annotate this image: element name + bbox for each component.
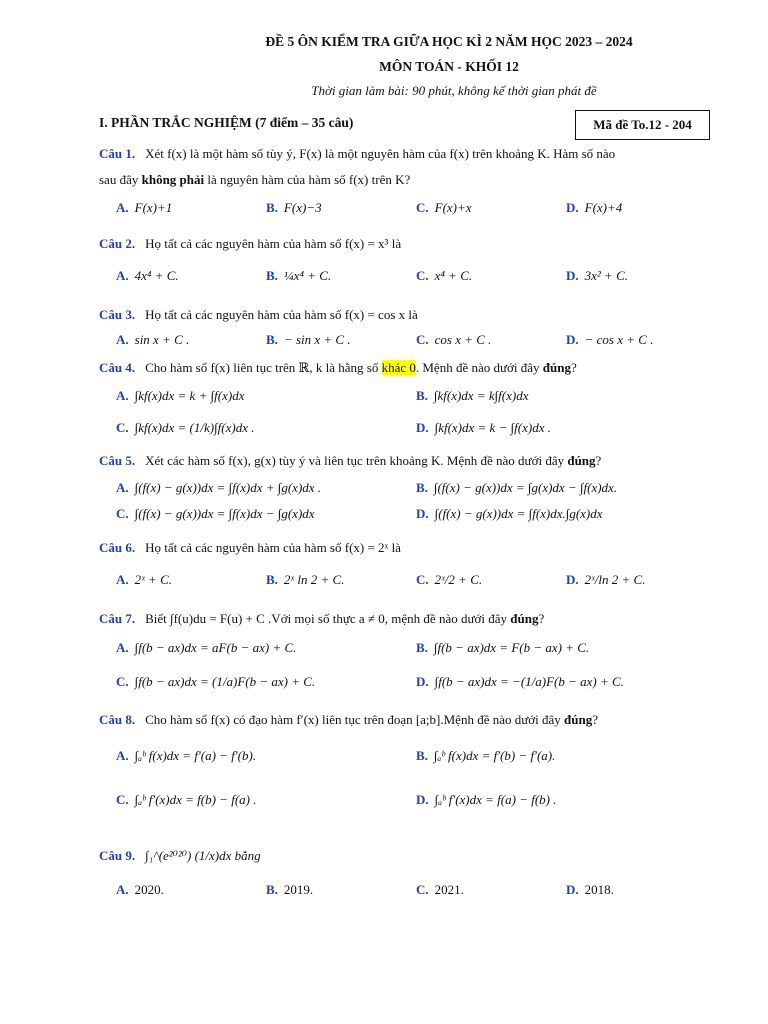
question-1-line2: sau đây không phải là nguyên hàm của hàm số f(x) trên K? [99, 172, 411, 187]
section-title: I. PHẦN TRẮC NGHIỆM (7 điểm – 35 câu) [99, 115, 354, 130]
q9-option-d[interactable]: D. 2018. [566, 882, 614, 897]
exam-title: ĐỀ 5 ÔN KIỂM TRA GIỮA HỌC KÌ 2 NĂM HỌC 2023 – 2024 [265, 34, 633, 49]
question-2: Câu 2. Họ tất cả các nguyên hàm của hàm số f(x) = x³ là [99, 236, 402, 251]
exam-time: Thời gian làm bài: 90 phút, không kể thời gian phát đề [311, 83, 597, 98]
q5-option-b[interactable]: B. ∫(f(x) − g(x))dx = ∫g(x)dx − ∫f(x)dx. [416, 480, 618, 495]
q8-option-a[interactable]: A. ∫ₐᵇ f(x)dx = f′(a) − f′(b). [116, 748, 257, 763]
q2-option-a[interactable]: A. 4x⁴ + C. [116, 268, 179, 283]
q6-option-b[interactable]: B. 2ˣ ln 2 + C. [266, 572, 345, 587]
q4-option-c[interactable]: C. ∫kf(x)dx = (1/k)∫f(x)dx . [116, 420, 255, 435]
q4-option-d[interactable]: D. ∫kf(x)dx = k − ∫f(x)dx . [416, 420, 551, 435]
q4-option-a[interactable]: A. ∫kf(x)dx = k + ∫f(x)dx [116, 388, 245, 403]
q3-option-b[interactable]: B. − sin x + C . [266, 332, 351, 347]
q1-option-a[interactable]: A. F(x)+1 [116, 200, 173, 215]
q8-option-c[interactable]: C. ∫ₐᵇ f′(x)dx = f(b) − f(a) . [116, 792, 257, 807]
q2-option-b[interactable]: B. ¼x⁴ + C. [266, 268, 332, 283]
q9-option-b[interactable]: B. 2019. [266, 882, 314, 897]
q3-option-d[interactable]: D. − cos x + C . [566, 332, 654, 347]
q3-option-a[interactable]: A. sin x + C . [116, 332, 190, 347]
q6-option-d[interactable]: D. 2ˣ/ln 2 + C. [566, 572, 646, 587]
q7-option-d[interactable]: D. ∫f(b − ax)dx = −(1/a)F(b − ax) + C. [416, 674, 624, 689]
q7-option-c[interactable]: C. ∫f(b − ax)dx = (1/a)F(b − ax) + C. [116, 674, 316, 689]
q8-option-d[interactable]: D. ∫ₐᵇ f′(x)dx = f(a) − f(b) . [416, 792, 557, 807]
question-3: Câu 3. Họ tất cả các nguyên hàm của hàm số f(x) = cos x là [99, 307, 418, 322]
exam-subject: MÔN TOÁN - KHỐI 12 [379, 59, 519, 74]
q8-option-b[interactable]: B. ∫ₐᵇ f(x)dx = f′(b) − f′(a). [416, 748, 556, 763]
q4-option-b[interactable]: B. ∫kf(x)dx = k∫f(x)dx [416, 388, 529, 403]
q7-option-b[interactable]: B. ∫f(b − ax)dx = F(b − ax) + C. [416, 640, 590, 655]
question-7: Câu 7. Biết ∫f(u)du = F(u) + C .Với mọi số thực a ≠ 0, mệnh đề nào dưới đây đúng? [99, 611, 545, 626]
q5-option-d[interactable]: D. ∫(f(x) − g(x))dx = ∫f(x)dx.∫g(x)dx [416, 506, 603, 521]
question-4: Câu 4. Cho hàm số f(x) liên tục trên ℝ, k là hằng số khác 0. Mệnh đề nào dưới đây đúng? [99, 360, 577, 375]
question-9: Câu 9. ∫₁^(e²⁰²⁰) (1/x)dx bằng [99, 848, 261, 863]
question-1: Câu 1. Xét f(x) là một hàm số tùy ý, F(x) là một nguyên hàm của f(x) trên khoảng K. Hàm số nào [99, 146, 616, 161]
q6-option-c[interactable]: C. 2ˣ/2 + C. [416, 572, 483, 587]
exam-code-box: Mã đề To.12 - 204 [575, 110, 710, 140]
exam-header [0, 34, 768, 99]
q3-option-c[interactable]: C. cos x + C . [416, 332, 492, 347]
q2-option-c[interactable]: C. x⁴ + C. [416, 268, 473, 283]
question-6: Câu 6. Họ tất cả các nguyên hàm của hàm số f(x) = 2ˣ là [99, 540, 401, 555]
q1-option-d[interactable]: D. F(x)+4 [566, 200, 623, 215]
q1-option-b[interactable]: B. F(x)−3 [266, 200, 322, 215]
question-8: Câu 8. Cho hàm số f(x) có đạo hàm f′(x) liên tục trên đoạn [a;b].Mệnh đề nào dưới đây đúng? [99, 712, 599, 727]
question-5: Câu 5. Xét các hàm số f(x), g(x) tùy ý và liên tục trên khoảng K. Mệnh đề nào dưới đây đúng? [99, 453, 602, 468]
q6-option-a[interactable]: A. 2ˣ + C. [116, 572, 173, 587]
q5-option-c[interactable]: C. ∫(f(x) − g(x))dx = ∫f(x)dx − ∫g(x)dx [116, 506, 315, 521]
q2-option-d[interactable]: D. 3x² + C. [566, 268, 629, 283]
q5-option-a[interactable]: A. ∫(f(x) − g(x))dx = ∫f(x)dx + ∫g(x)dx . [116, 480, 322, 495]
q9-option-a[interactable]: A. 2020. [116, 882, 164, 897]
q1-option-c[interactable]: C. F(x)+x [416, 200, 472, 215]
highlight-text: khác 0 [381, 360, 416, 375]
q9-option-c[interactable]: C. 2021. [416, 882, 464, 897]
q7-option-a[interactable]: A. ∫f(b − ax)dx = aF(b − ax) + C. [116, 640, 297, 655]
